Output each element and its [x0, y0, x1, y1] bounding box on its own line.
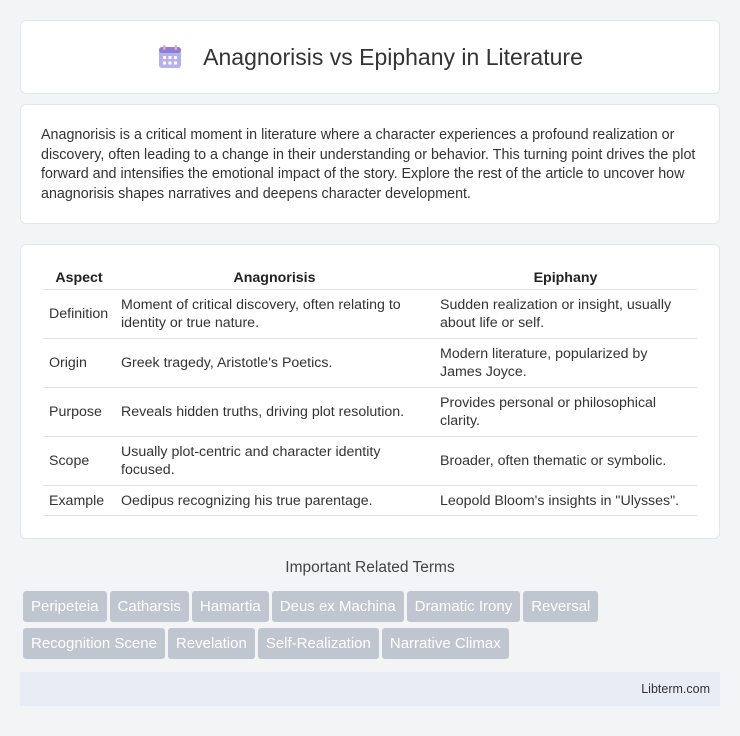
cell-epiphany: Sudden realization or insight, usually about life or self.	[434, 290, 697, 339]
tag-narrative-climax[interactable]: Narrative Climax	[382, 628, 509, 659]
tag-recognition-scene[interactable]: Recognition Scene	[23, 628, 165, 659]
header-anagnorisis: Anagnorisis	[115, 265, 434, 290]
table-header-row	[43, 265, 697, 290]
cell-aspect: Example	[43, 486, 115, 516]
cell-anagnorisis: Greek tragedy, Aristotle's Poetics.	[115, 339, 434, 388]
table-row	[43, 437, 697, 486]
related-terms-list	[23, 591, 723, 665]
cell-anagnorisis: Moment of critical discovery, often relating to identity or true nature.	[115, 290, 434, 339]
cell-anagnorisis: Reveals hidden truths, driving plot resolution.	[115, 388, 434, 437]
header-epiphany: Epiphany	[434, 265, 697, 290]
cell-anagnorisis: Oedipus recognizing his true parentage.	[115, 486, 434, 516]
comparison-table	[43, 265, 697, 516]
header-aspect: Aspect	[43, 265, 115, 290]
cell-epiphany: Modern literature, popularized by James Joyce.	[434, 339, 697, 388]
cell-aspect: Definition	[43, 290, 115, 339]
tag-dramatic-irony[interactable]: Dramatic Irony	[407, 591, 521, 622]
table-row	[43, 486, 697, 516]
table-row	[43, 290, 697, 339]
cell-aspect: Origin	[43, 339, 115, 388]
header-card	[20, 20, 720, 94]
page-title: Anagnorisis vs Epiphany in Literature	[203, 43, 583, 70]
cell-epiphany: Leopold Bloom's insights in "Ulysses".	[434, 486, 697, 516]
table-row	[43, 388, 697, 437]
footer-site-link[interactable]: Libterm.com	[641, 682, 710, 696]
cell-epiphany: Broader, often thematic or symbolic.	[434, 437, 697, 486]
intro-text: Anagnorisis is a critical moment in literature where a character experiences a profound realization or discovery, often leading to a change in their understanding or behavior. This turning point drives the plot forward and intensifies the emotional impact of the story. Explore the rest of the article to uncover how anagnorisis shapes narratives and deepens character development.	[41, 127, 696, 202]
table-row	[43, 339, 697, 388]
tag-hamartia[interactable]: Hamartia	[192, 591, 269, 622]
comparison-table-card	[20, 244, 720, 539]
calendar-icon	[157, 44, 183, 70]
tag-reversal[interactable]: Reversal	[523, 591, 598, 622]
cell-aspect: Scope	[43, 437, 115, 486]
related-terms-title: Important Related Terms	[285, 559, 455, 576]
tag-catharsis[interactable]: Catharsis	[110, 591, 189, 622]
cell-aspect: Purpose	[43, 388, 115, 437]
cell-epiphany: Provides personal or philosophical clarity.	[434, 388, 697, 437]
footer	[20, 672, 720, 706]
cell-anagnorisis: Usually plot-centric and character identity focused.	[115, 437, 434, 486]
tag-deus-ex-machina[interactable]: Deus ex Machina	[272, 591, 404, 622]
tag-self-realization[interactable]: Self-Realization	[258, 628, 379, 659]
tag-peripeteia[interactable]: Peripeteia	[23, 591, 107, 622]
intro-card	[20, 104, 720, 224]
tag-revelation[interactable]: Revelation	[168, 628, 255, 659]
